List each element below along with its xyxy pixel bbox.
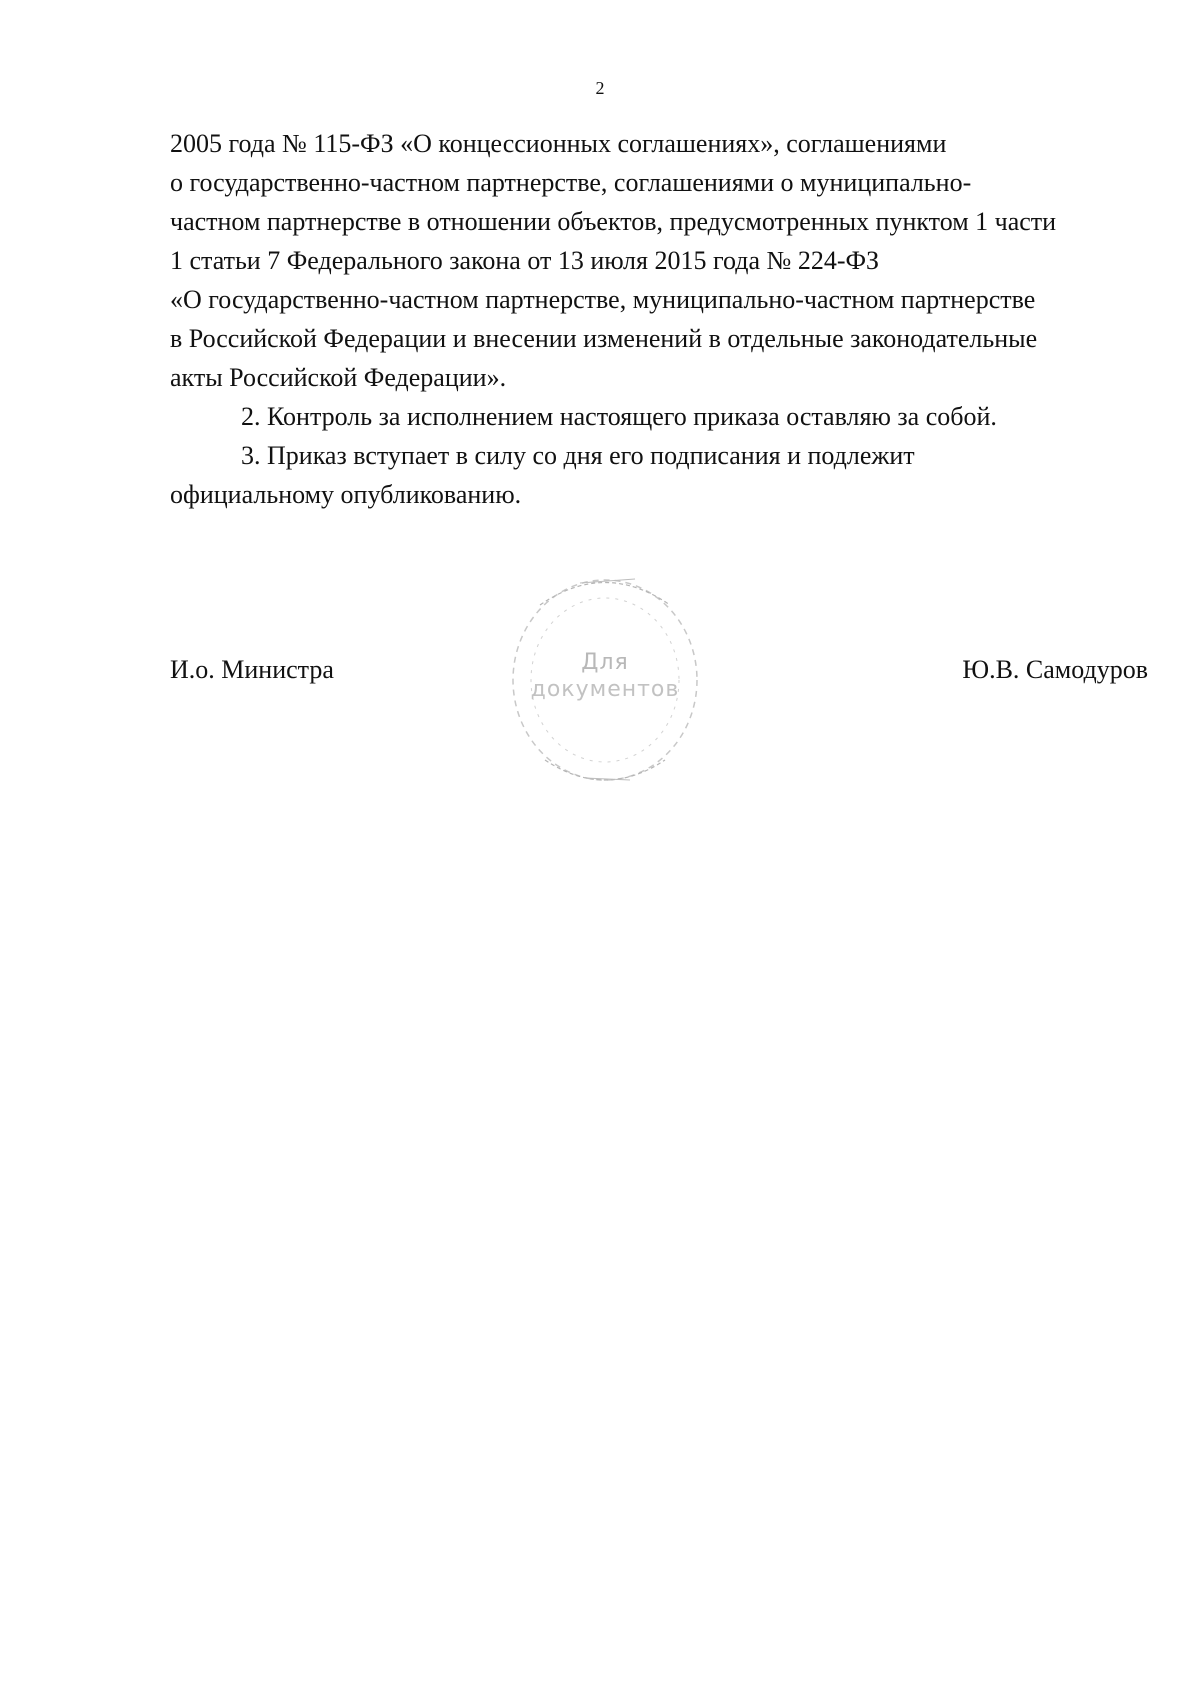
paragraph-item-3-line: 3. Приказ вступает в силу со дня его подписания и подлежит [241,441,915,470]
document-body [170,124,1148,514]
paragraph-continuation-line: о государственно-частном партнерстве, соглашениями о муниципально- [170,168,972,197]
paragraph-continuation-line: в Российской Федерации и внесении изменений в отдельные законодательные [170,324,1038,353]
paragraph-continuation-line: частном партнерстве в отношении объектов, предусмотренных пунктом 1 части [170,207,1057,236]
signatory-position: И.о. Министра [170,655,334,684]
paragraph-continuation-line: 2005 года № 115-ФЗ «О концессионных соглашениях», соглашениями [170,129,947,158]
paragraph-item-2: 2. Контроль за исполнением настоящего приказа оставляю за собой. [241,402,997,431]
stamp-text-line-2: документов [530,677,680,702]
page-number: 2 [595,78,605,98]
signatory-name: Ю.В. Самодуров [962,655,1148,684]
paragraph-continuation-line: «О государственно-частном партнерстве, муниципально-частном партнерстве [170,285,1036,314]
paragraph-item-3-line: официальному опубликованию. [170,480,522,509]
official-stamp [500,565,710,795]
stamp-text-line-1: Для [581,650,629,675]
paragraph-continuation-line: 1 статьи 7 Федерального закона от 13 июля 2015 года № 224-ФЗ [170,246,880,275]
paragraph-continuation-line: акты Российской Федерации». [170,363,507,392]
